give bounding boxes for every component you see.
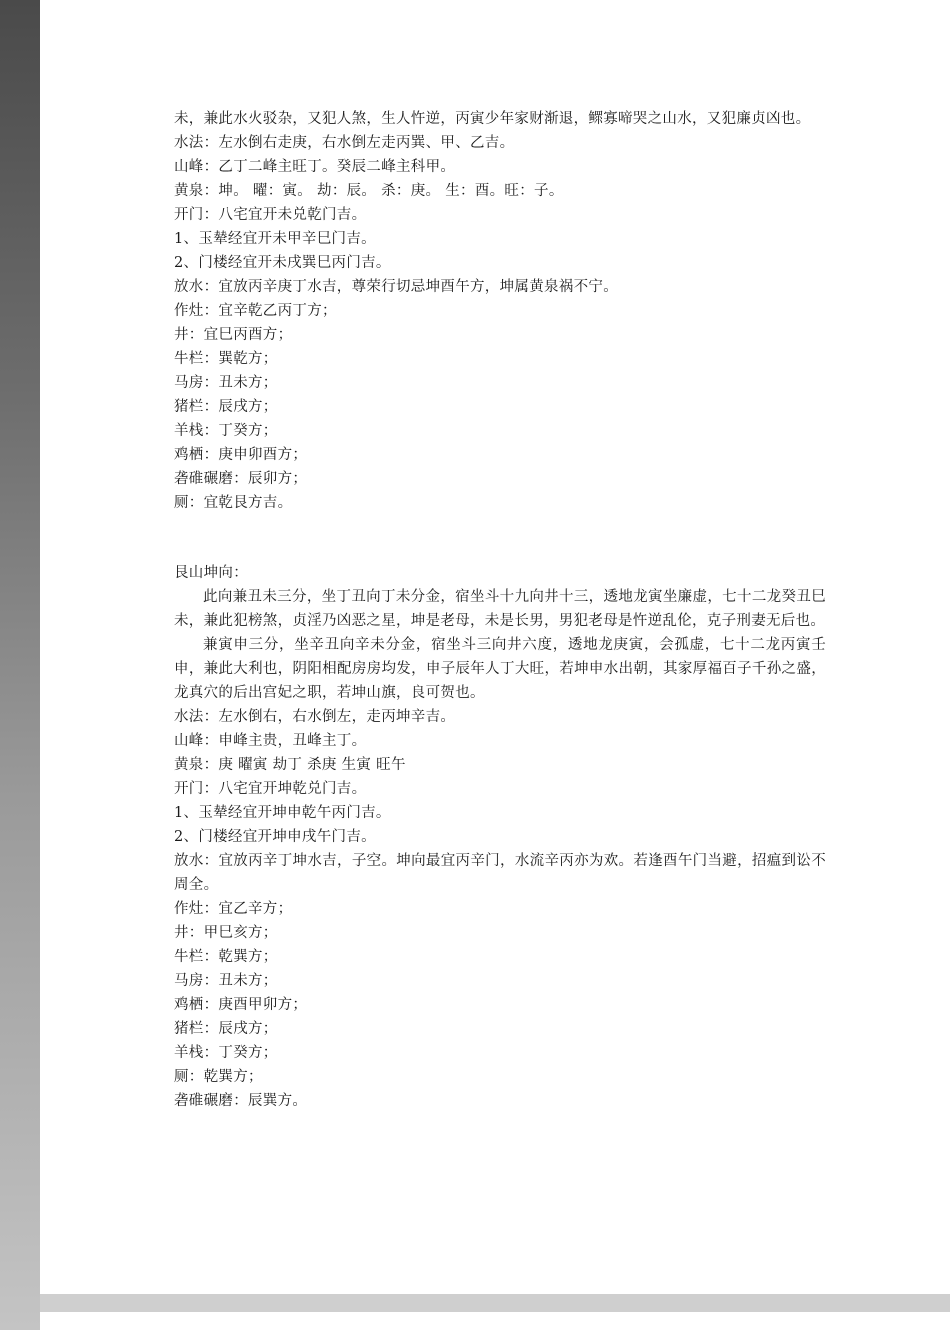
- text-line: 山峰：乙丁二峰主旺丁。癸辰二峰主科甲。: [174, 159, 456, 175]
- text-line: 砻碓碾磨：辰卯方；: [174, 471, 308, 487]
- text-line: 作灶：宜乙辛方；: [174, 901, 293, 917]
- bottom-margin-bar: [40, 1294, 950, 1312]
- text-line: 放水：宜放丙辛庚丁水吉，尊荣行切忌坤酉午方，坤属黄泉祸不宁。: [174, 279, 618, 295]
- text-line: 山峰：申峰主贵，丑峰主丁。: [174, 733, 367, 749]
- section-genshan-kunxiang: [174, 561, 826, 1113]
- text-line: 2、门楼经宜开坤申戌午门吉。: [174, 829, 376, 845]
- text-line: 鸡栖：庚申卯酉方；: [174, 447, 308, 463]
- document-body: [174, 107, 826, 1113]
- section-kun-block: [174, 107, 826, 515]
- text-line: 砻碓碾磨：辰巽方。: [174, 1093, 308, 1109]
- text-line: 放水：宜放丙辛丁坤水吉，子空。坤向最宜丙辛门，水流辛丙亦为欢。若逢酉午门当避，招瘟到讼不周全。: [174, 853, 826, 893]
- text-line: 马房：丑未方；: [174, 375, 278, 391]
- text-line: 鸡栖：庚酉甲卯方；: [174, 997, 308, 1013]
- text-line: 水法：左水倒右走庚，右水倒左走丙巽、甲、乙吉。: [174, 135, 515, 151]
- text-line: 井：宜巳丙酉方；: [174, 327, 293, 343]
- paragraph: 兼寅申三分，坐辛丑向辛未分金，宿坐斗三向井六度，透地龙庚寅，会孤虚，七十二龙丙寅壬申，兼此大利也，阴阳相配房房均发，申子辰年人丁大旺，若坤申水出朝，其家厚福百子千孙之盛，龙真穴的后出宫妃之职，若坤山旗，良可贺也。: [174, 637, 826, 701]
- text-line: 厕：宜乾艮方吉。: [174, 495, 293, 511]
- text-line: 水法：左水倒右，右水倒左，走丙坤辛吉。: [174, 709, 456, 725]
- text-line: 黄泉：坤。 曜：寅。 劫：辰。 杀：庚。 生：酉。旺：子。: [174, 183, 564, 199]
- text-line: 黄泉：庚 曜寅 劫丁 杀庚 生寅 旺午: [174, 757, 406, 773]
- text-line: 未，兼此水火驳杂，又犯人煞，生人忤逆，丙寅少年家财渐退，鳏寡啼哭之山水，又犯廉贞凶也。: [174, 111, 811, 127]
- text-line: 厕：乾巽方；: [174, 1069, 263, 1085]
- text-line: 1、玉辇经宜开未甲辛巳门吉。: [174, 231, 376, 247]
- text-line: 井：甲巳亥方；: [174, 925, 278, 941]
- text-line: 猪栏：辰戌方；: [174, 399, 278, 415]
- text-line: 开门：八宅宜开坤乾兑门吉。: [174, 781, 367, 797]
- text-line: 马房：丑未方；: [174, 973, 278, 989]
- left-margin-bar: [0, 0, 40, 1330]
- text-line: 作灶：宜辛乾乙丙丁方；: [174, 303, 337, 319]
- text-line: 牛栏：乾巽方；: [174, 949, 278, 965]
- text-line: 牛栏：巽乾方；: [174, 351, 278, 367]
- paragraph: 此向兼丑未三分，坐丁丑向丁未分金，宿坐斗十九向井十三，透地龙寅坐廉虚，七十二龙癸丑巳未，兼此犯榜煞，贞淫乃凶恶之星，坤是老母，未是长男，男犯老母是忤逆乱伦，克子刑妻无后也。: [174, 589, 826, 629]
- text-line: 开门：八宅宜开未兑乾门吉。: [174, 207, 367, 223]
- text-line: 1、玉辇经宜开坤申乾午丙门吉。: [174, 805, 391, 821]
- text-line: 羊栈：丁癸方；: [174, 1045, 278, 1061]
- section-gap: [174, 515, 826, 561]
- text-line: 猪栏：辰戌方；: [174, 1021, 278, 1037]
- text-line: 2、门楼经宜开未戌巽巳丙门吉。: [174, 255, 391, 271]
- text-line: 羊栈：丁癸方；: [174, 423, 278, 439]
- section-heading: 艮山坤向：: [174, 565, 248, 581]
